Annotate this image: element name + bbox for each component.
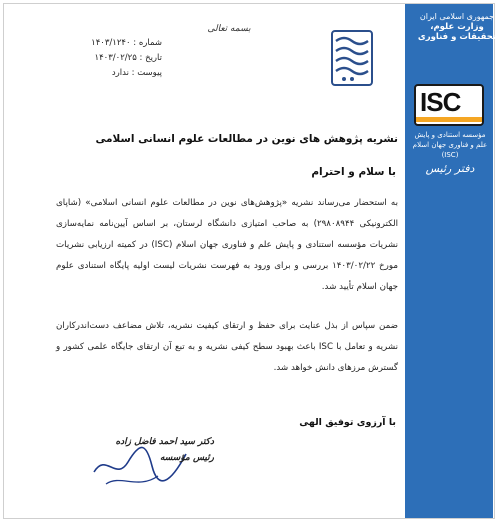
country-label: جمهوری اسلامی ایران [419,12,495,21]
letter-paragraph-2: ضمن سپاس از بذل عنایت برای حفظ و ارتقای کیفیت نشریه، تلاش مضاعف دست‌اندرکاران نشریه و تعامل با ISC باعث بهبود سطح کیفی نشریه و به تبع آن ارتقای جایگاه علمی کشور و گسترش مرزهای دانش خواهد شد. [56,321,398,373]
letter-paragraph-1: به استحضار می‌رساند نشریه «پژوهش‌های نوین در مطالعات علوم انسانی اسلامی» (شاپای الکترونیکی ۲۹۸۰۸۹۴۴) به صاحب امتیازی دانشگاه لرستان، بر اساس آیین‌نامه نمایه‌سازی نشریات مؤسسه استنادی و پایش علم و فناوری جهان اسلام (ISC) در کمیته ارزیابی نشریات مورخ ۱۴۰۳/۰۲/۲۲ بررسی و برای ورود به فهرست نشریات لیست اولیه پایگاه استنادی علوم جهان اسلام تأیید شد. [56,198,399,292]
letter-closing: با آرزوی توفیق الهی [299,417,396,428]
office-label: دفتر رئیس [425,162,475,175]
isc-logo [414,84,484,126]
letter-meta [54,36,162,81]
journal-emblem-icon [322,27,380,89]
letter-greeting: با سلام و احترام [311,166,396,178]
signer-name: دکتر سید احمد فاضل زاده [115,437,214,447]
signer-title: رئیس مؤسسه [159,453,214,463]
isc-logo-text: ISC [420,87,461,117]
letter-heading: نشریه پژوهش های نوین در مطالعات علوم انسانی اسلامی [95,133,398,145]
institute-name: مؤسسه استنادی و پایش علم و فناوری جهان اسلام (ISC) [412,131,488,159]
ministry-label: وزارت علوم، تحقیقات و فناوری [417,22,497,42]
letter-number: شماره : ۱۴۰۳/۱۲۴۰ [91,38,162,48]
letterhead-title [414,12,500,42]
bismillah-text: بسمه تعالی [207,24,251,34]
letter-date: تاریخ : ۱۴۰۳/۰۲/۲۵ [94,53,162,63]
isc-logo-underline [416,117,482,122]
letterhead-band [405,4,493,518]
letter-attachment: پیوست : ندارد [111,68,162,78]
